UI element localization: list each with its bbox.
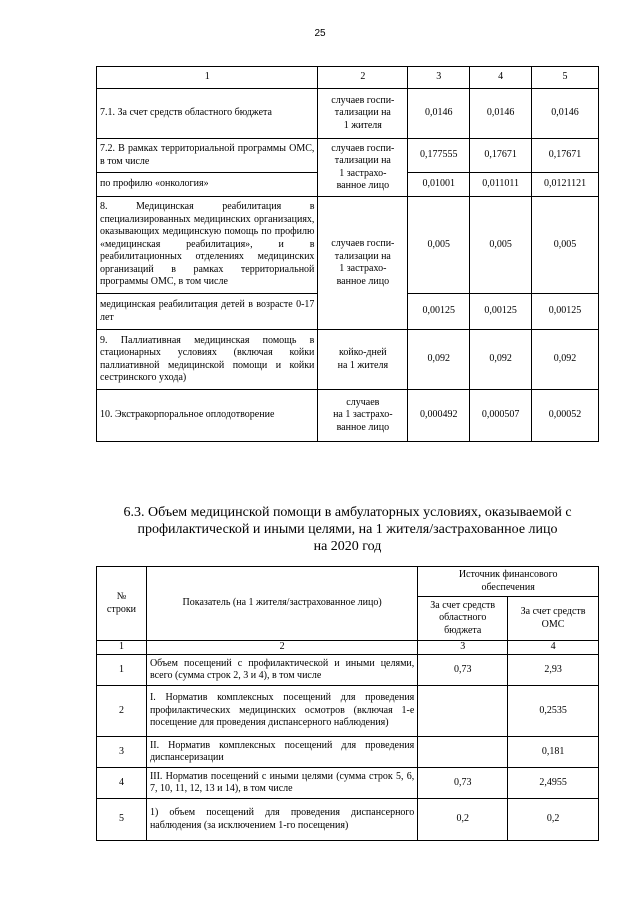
value-cell: 0,092 — [532, 330, 599, 390]
value-cell: 0,005 — [470, 197, 532, 294]
hospital-care-table — [96, 66, 599, 442]
row-number: 5 — [97, 799, 147, 841]
regional-value — [418, 686, 508, 737]
heading-line: 6.3. Объем медицинской помощи в амбулаторных условиях, оказываемой с — [123, 505, 572, 520]
table-row — [97, 197, 599, 294]
value-cell: 0,00125 — [532, 294, 599, 330]
indicator-name: 1) объем посещений для проведения диспансерного наблюдения (за исключением 1-го посещения) — [146, 799, 417, 841]
value-cell: 0,000492 — [408, 390, 470, 442]
oms-header: За счет средств ОМС — [508, 597, 599, 641]
table-row — [97, 139, 599, 173]
value-cell: 0,092 — [408, 330, 470, 390]
column-number: 4 — [508, 641, 599, 655]
unit-cell: случаев на 1 застрахо- ванное лицо — [318, 390, 408, 442]
unit-cell: случаев госпи- тализации на 1 жителя — [318, 89, 408, 139]
value-cell: 0,17671 — [532, 139, 599, 173]
indicator-name: Объем посещений с профилактической и иными целями, всего (сумма строк 2, 3 и 4), в том числе — [146, 655, 417, 686]
row-number: 1 — [97, 655, 147, 686]
row-number: 2 — [97, 686, 147, 737]
oms-value: 2,4955 — [508, 768, 599, 799]
unit-cell: случаев госпи- тализации на 1 застрахо- ванное лицо — [318, 139, 408, 197]
value-cell: 0,17671 — [470, 139, 532, 173]
oms-value: 0,181 — [508, 737, 599, 768]
value-cell: 0,177555 — [408, 139, 470, 173]
value-cell: 0,005 — [532, 197, 599, 294]
value-cell: 0,0146 — [408, 89, 470, 139]
oms-value: 0,2535 — [508, 686, 599, 737]
table-row — [97, 768, 599, 799]
value-cell: 0,0146 — [470, 89, 532, 139]
outpatient-care-table — [96, 566, 599, 841]
indicator-name: III. Норматив посещений с иными целями (сумма строк 5, 6, 7, 10, 11, 12, 13 и 14), в том числе — [146, 768, 417, 799]
row-number: 3 — [97, 737, 147, 768]
column-number: 2 — [318, 67, 408, 89]
value-cell: 0,00125 — [470, 294, 532, 330]
indicator-name: 7.1. За счет средств областного бюджета — [97, 89, 318, 139]
unit-cell: случаев госпи- тализации на 1 застрахо- ванное лицо — [318, 197, 408, 330]
column-number: 1 — [97, 641, 147, 655]
table-row — [97, 390, 599, 442]
table-row — [97, 89, 599, 139]
value-cell: 0,000507 — [470, 390, 532, 442]
regional-value: 0,73 — [418, 655, 508, 686]
value-cell: 0,011011 — [470, 173, 532, 197]
regional-value: 0,73 — [418, 768, 508, 799]
indicator-name: I. Норматив комплексных посещений для проведения профилактических медицинских осмотров (включая 1-е посещение для проведения диспансерного наблюдения) — [146, 686, 417, 737]
indicator-name: медицинская реабилитация детей в возрасте 0-17 лет — [97, 294, 318, 330]
table-header-row — [97, 67, 599, 89]
table-header-row — [97, 567, 599, 597]
heading-line: профилактической и иными целями, на 1 жителя/застрахованное лицо — [137, 522, 558, 537]
indicator-name: 10. Экстракорпоральное оплодотворение — [97, 390, 318, 442]
regional-value — [418, 737, 508, 768]
indicator-name: II. Норматив комплексных посещений для проведения диспансеризации — [146, 737, 417, 768]
oms-value: 2,93 — [508, 655, 599, 686]
value-cell: 0,092 — [470, 330, 532, 390]
value-cell: 0,00052 — [532, 390, 599, 442]
column-numbering-row — [97, 641, 599, 655]
regional-budget-header: За счет средств областного бюджета — [418, 597, 508, 641]
column-number: 4 — [470, 67, 532, 89]
unit-cell: койко-дней на 1 жителя — [318, 330, 408, 390]
column-number: 5 — [532, 67, 599, 89]
value-cell: 0,0121121 — [532, 173, 599, 197]
indicator-name: 9. Паллиативная медицинская помощь в стационарных условиях (включая койки паллиативной медицинской помощи и койки сестринского ухода) — [97, 330, 318, 390]
column-number: 3 — [418, 641, 508, 655]
heading-line: на 2020 год — [313, 539, 382, 554]
value-cell: 0,01001 — [408, 173, 470, 197]
section-heading — [96, 504, 599, 555]
row-number: 4 — [97, 768, 147, 799]
row-number-header: № строки — [97, 567, 147, 641]
value-cell: 0,00125 — [408, 294, 470, 330]
indicator-name: 7.2. В рамках территориальной программы ОМС, в том числе — [97, 139, 318, 173]
table-row — [97, 655, 599, 686]
column-number: 1 — [97, 67, 318, 89]
page-number: 25 — [314, 28, 326, 39]
table-row — [97, 737, 599, 768]
oms-value: 0,2 — [508, 799, 599, 841]
funding-source-header: Источник финансового обеспечения — [418, 567, 599, 597]
value-cell: 0,0146 — [532, 89, 599, 139]
column-number: 2 — [146, 641, 417, 655]
indicator-name: по профилю «онкология» — [97, 173, 318, 197]
column-number: 3 — [408, 67, 470, 89]
regional-value: 0,2 — [418, 799, 508, 841]
indicator-name: 8. Медицинская реабилитация в специализированных медицинских организациях, оказывающих медицинскую помощь по профилю «медицинская реабилитация», и в реабилитационных отделениях медицинских организаций в рамках территориальной программы ОМС, в том числе — [97, 197, 318, 294]
indicator-header: Показатель (на 1 жителя/застрахованное лицо) — [146, 567, 417, 641]
table-row — [97, 330, 599, 390]
table-row — [97, 686, 599, 737]
table-row — [97, 799, 599, 841]
value-cell: 0,005 — [408, 197, 470, 294]
